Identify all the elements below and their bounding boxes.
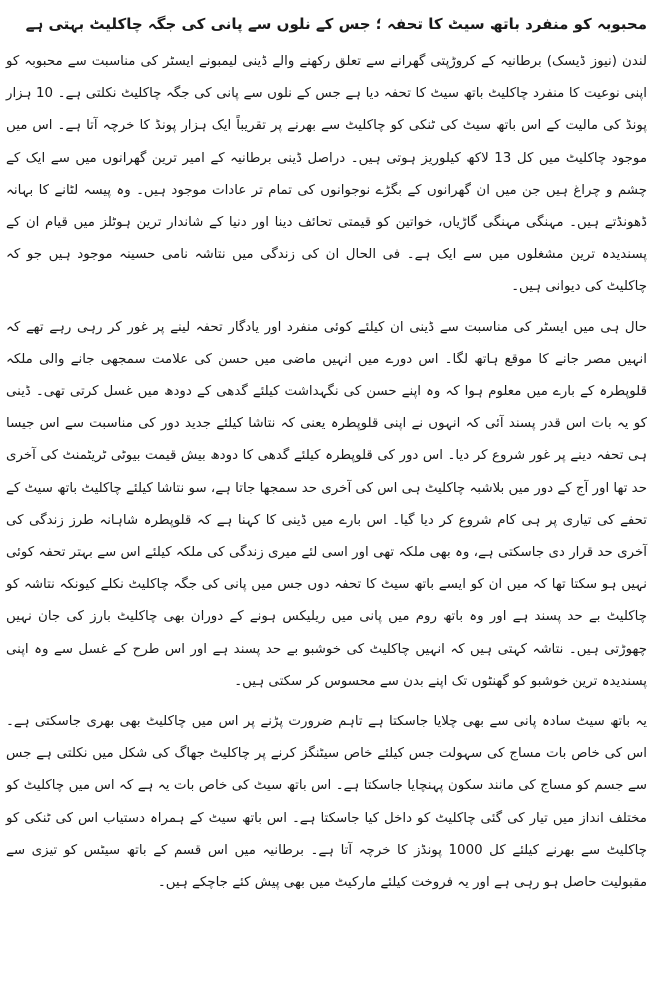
- article-paragraph-1: لندن (نیوز ڈیسک) برطانیہ کے کروڑپتی گھرانے سے تعلق رکھنے والے ڈینی لیمبونے ایسٹر کی مناسبت سے محبوبہ کو اپنی نوعیت کا منفرد چاکلیٹ باتھ سیٹ کا تحفہ دیا ہے جس کے نلوں سے پانی کی جگہ چاکلیٹ نکلتی ہے۔ 10 ہزار پونڈ کی مالیت کے اس باتھ سیٹ کی ٹنکی کو چاکلیٹ سے بھرنے پر تقریباً ایک ہزار پونڈ کا خرچہ آتا ہے۔ اس میں موجود چاکلیٹ میں کل 13 لاکھ کیلوریز ہوتی ہیں۔ دراصل ڈینی برطانیہ کے امیر ترین گھرانوں میں سے ایک کے چشم و چراغ ہیں جن میں ان گھرانوں کے بگڑے نوجوانوں کی تمام تر عادات موجود ہیں۔ وہ پیسہ لٹانے کا بہانہ ڈھونڈتے ہیں۔ مہنگی مہنگی گاڑیاں، خواتین کو قیمتی تحائف دینا اور دنیا کے شاندار ترین ہوٹلز میں قیام ان کے پسندیدہ ترین مشغلوں میں سے ایک ہے۔ فی الحال ان کی زندگی میں نتاشہ نامی حسینہ موجود ہیں جو کہ چاکلیٹ کی دیوانی ہیں۔: [6, 54, 647, 295]
- article-headline: محبوبہ کو منفرد باتھ سیٹ کا تحفہ ؛ جس کے نلوں سے پانی کی جگہ چاکلیٹ بہتی ہے: [25, 15, 647, 33]
- article-paragraph-3: یہ باتھ سیٹ سادہ پانی سے بھی چلایا جاسکتا ہے تاہم ضرورت پڑنے پر اس میں چاکلیٹ بھی بھری جاسکتی ہے۔ اس کی خاص بات مساج کی سہولت جس کیلئے خاص سیٹنگز کرنے پر چاکلیٹ جھاگ کی شکل میں نکلتی ہے جس سے جسم کو مساج کی مانند سکون پہنچایا جاسکتا ہے۔ اس باتھ سیٹ کی خاص بات یہ ہے کہ اس میں چاکلیٹ کو مختلف انداز میں تیار کی گئی چاکلیٹ کو داخل کیا جاسکتا ہے۔ اس باتھ سیٹ کے ہمراہ دستیاب اس کی ٹنکی کو چاکلیٹ سے بھرنے کیلئے کل 1000 پونڈز کا خرچہ آتا ہے۔ برطانیہ میں اس قسم کے باتھ سیٹس کو تیزی سے مقبولیت حاصل ہو رہی ہے اور یہ فروخت کیلئے مارکیٹ میں بھی پیش کئے جاچکے ہیں۔: [6, 714, 647, 891]
- article-paragraph-2: حال ہی میں ایسٹر کی مناسبت سے ڈینی ان کیلئے کوئی منفرد اور یادگار تحفہ لینے پر غور کر رہی رہے تھے کہ انہیں مصر جانے کا موقع ہاتھ لگا۔ اس دورے میں انہیں ماضی میں حسن کی علامت سمجھی جانے والی ملکہ قلوپطرہ کے بارے میں معلوم ہوا کہ وہ اپنے حسن کی نگہداشت کیلئے گدھی کے دودھ میں غسل کرتی تھی۔ ڈینی کو یہ بات اس قدر پسند آئی کہ انہوں نے اپنی قلوپطرہ یعنی کہ نتاشا کیلئے جدید دور کی مناسبت سے اس جیسا ہی تحفہ دینے پر غور شروع کر دیا۔ اس دور کی قلوپطرہ کیلئے گدھی کا دودھ بیش قیمت بیوٹی ٹریٹمنٹ کی آخری حد تھا اور آج کے دور میں بلاشبہ چاکلیٹ ہی اس کی آخری حد سمجھا جاتا ہے، سو نتاشا کیلئے چاکلیٹ باتھ سیٹ کے تحفے کی تیاری پر ہی کام شروع کر دیا گیا۔ اس بارے میں ڈینی کا کہنا ہے کہ قلوپطرہ شاہانہ طرز زندگی کی آخری حد قرار دی جاسکتی ہے، وہ بھی ملکہ تھی اور اسی لئے میری زندگی کی ملکہ کیلئے اس سے بہتر تحفہ کوئی نہیں ہو سکتا تھا کہ میں ان کو ایسے باتھ سیٹ کا تحفہ دوں جس میں پانی کی جگہ چاکلیٹ نکلے کیونکہ نتاشہ کو چاکلیٹ بے حد پسند ہے اور وہ باتھ روم میں پانی میں ریلیکس ہونے کے دوران بھی چاکلیٹ بارز کی جان نہیں چھوڑتی ہیں۔ نتاشہ کہتی ہیں کہ انہیں چاکلیٹ کی خوشبو بے حد پسند ہے اور اس طرح کے غسل سے وہ اپنی پسندیدہ ترین خوشبو کو گھنٹوں تک اپنے بدن سے محسوس کر سکتی ہیں۔: [6, 319, 647, 689]
